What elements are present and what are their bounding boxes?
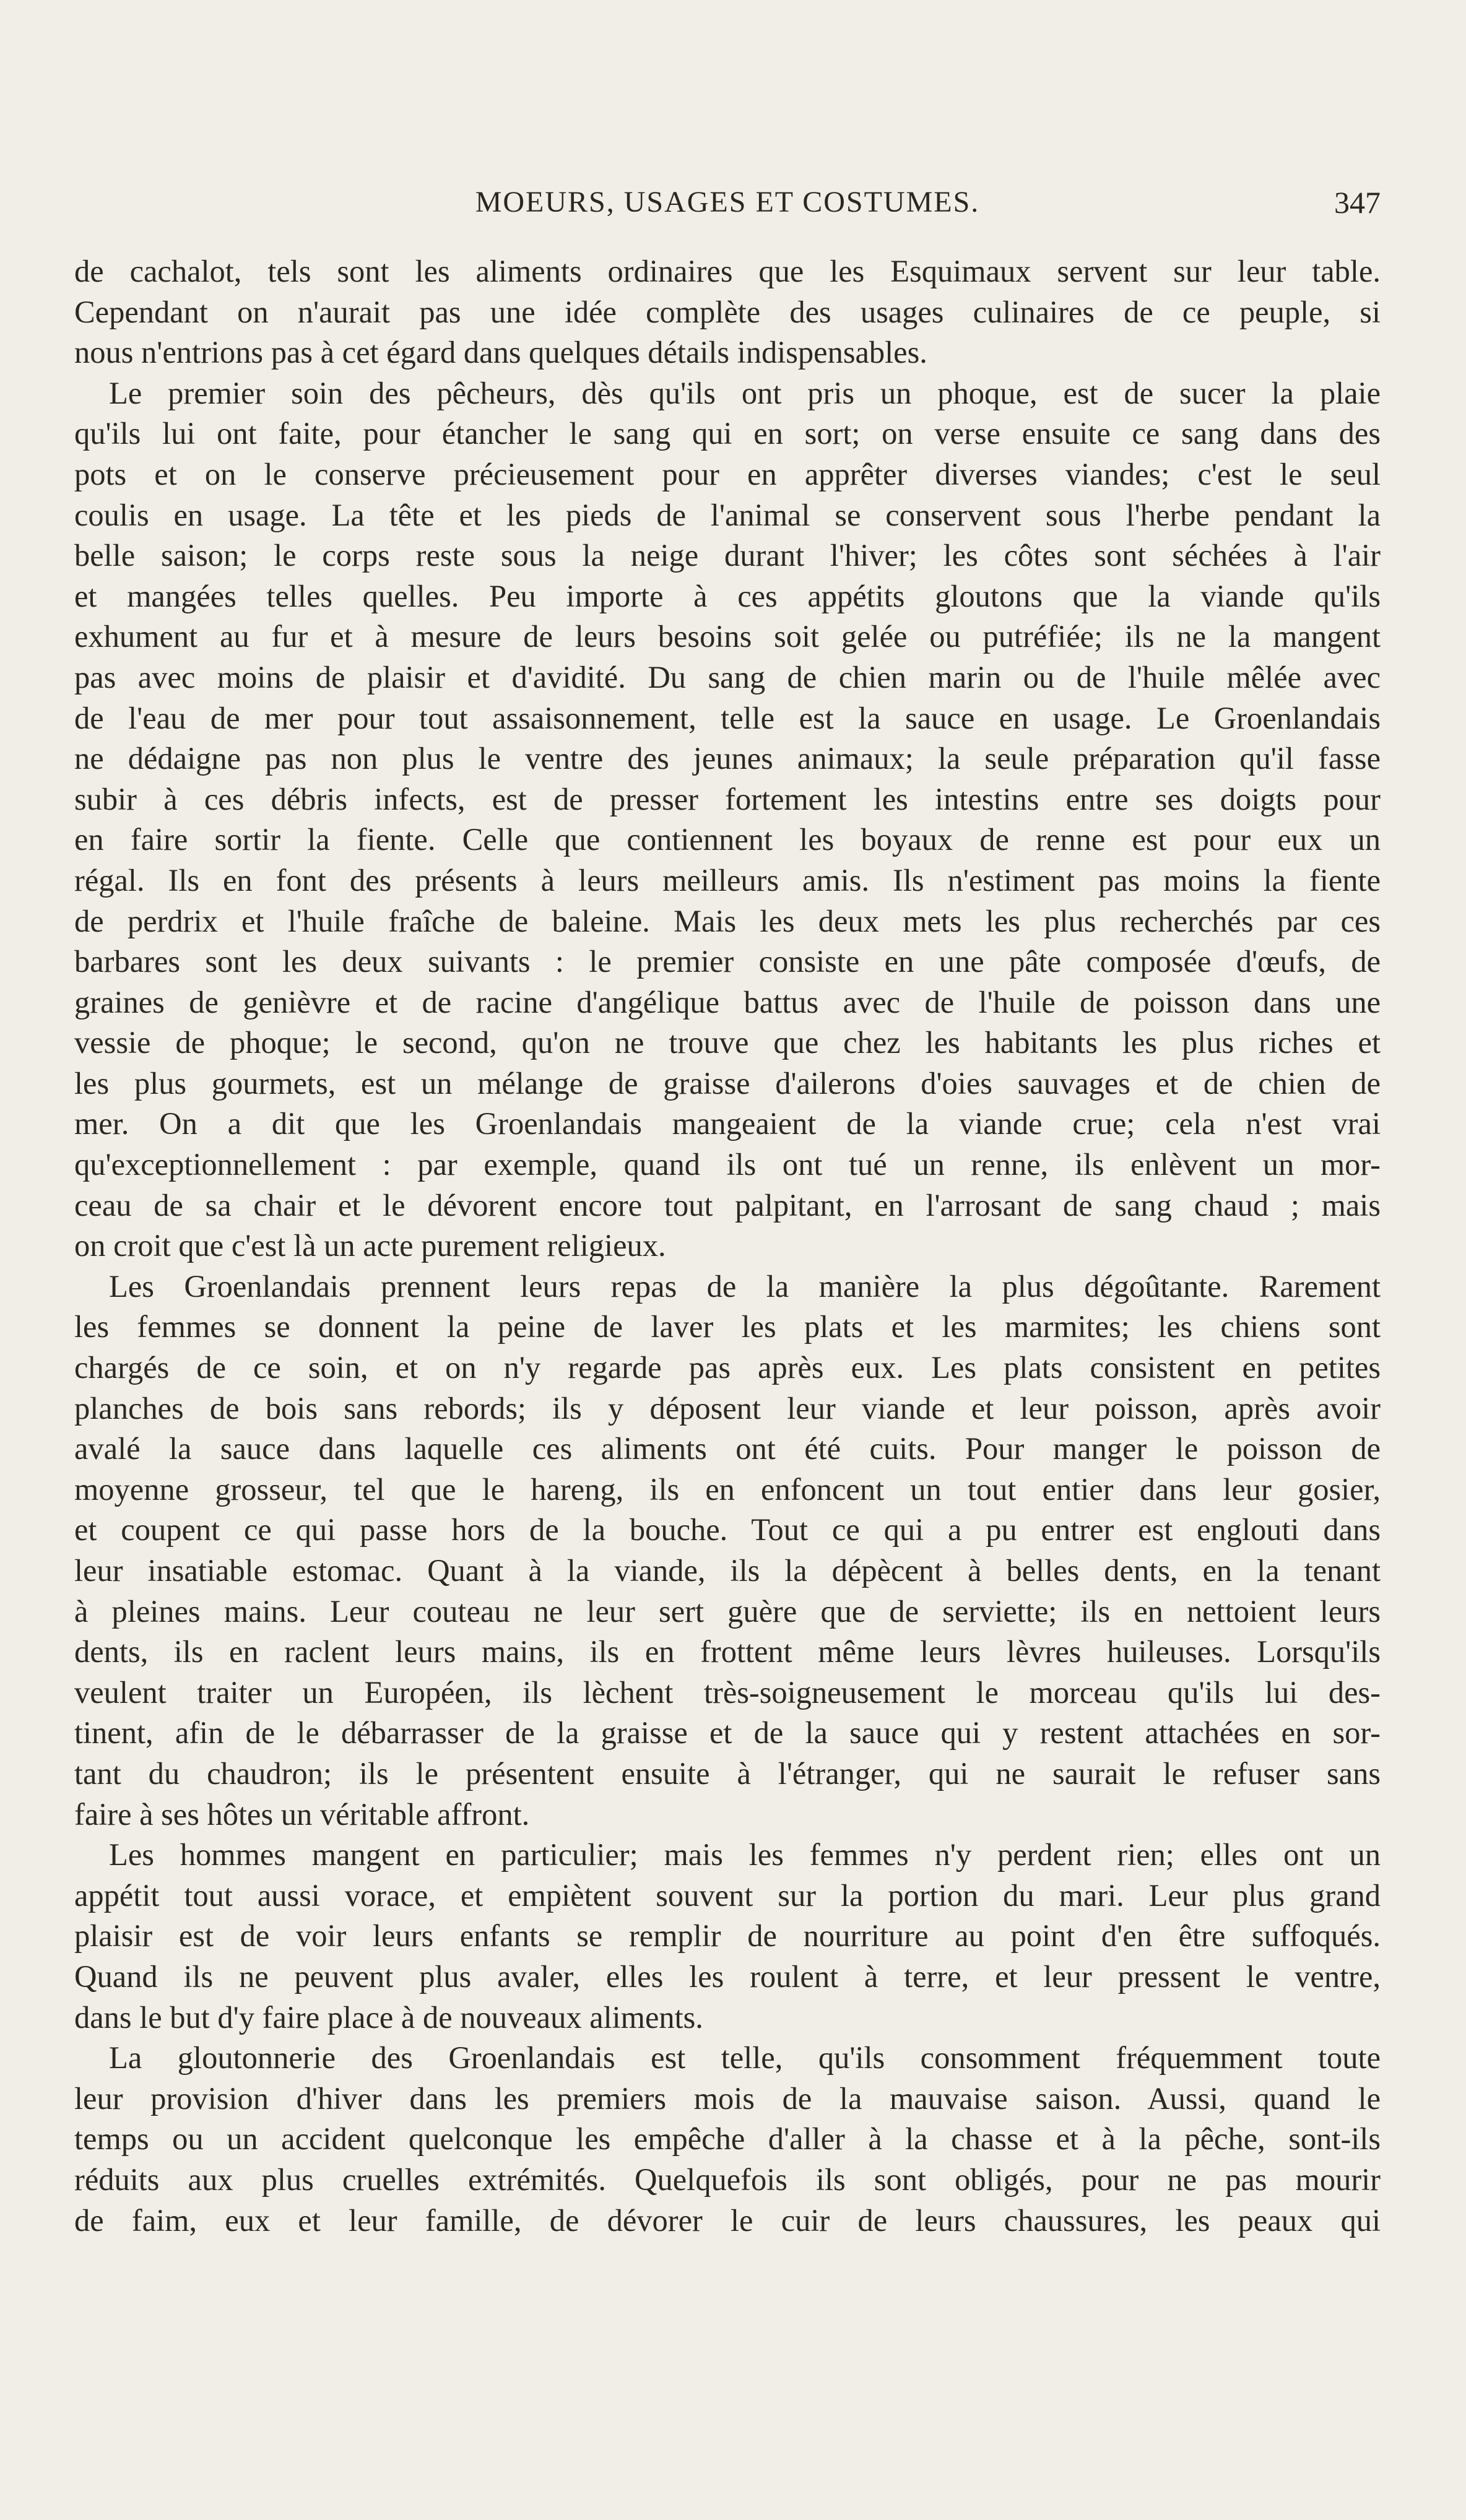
text-line: moyenne grosseur, tel que le hareng, ils en enfoncent un tout entier dans leur gosier, [74,1471,1381,1507]
text-line: La gloutonnerie des Groenlandais est telle, qu'ils consomment fréquemment toute [109,2040,1381,2076]
text-line: tant du chaudron; ils le présentent ensuite à l'étranger, qui ne saurait le refuser sans [74,1756,1381,1791]
text-line: planches de bois sans rebords; ils y déposent leur viande et leur poisson, après avoir [74,1390,1381,1426]
text-line: ne dédaigne pas non plus le ventre des jeunes animaux; la seule préparation qu'il fasse [74,741,1381,776]
text-line: régal. Ils en font des présents à leurs meilleurs amis. Ils n'estiment pas moins la fiente [74,862,1381,898]
text-line: subir à ces débris infects, est de presser fortement les intestins entre ses doigts pour [74,781,1381,816]
text-line: mer. On a dit que les Groenlandais mangeaient de la viande crue; cela n'est vrai [74,1106,1381,1141]
text-line: et mangées telles quelles. Peu importe à ces appétits gloutons que la viande qu'ils [74,578,1381,613]
body-text [74,251,1381,2241]
text-line: ceau de sa chair et le dévorent encore tout palpitant, en l'arrosant de sang chaud ; mais [74,1187,1381,1223]
text-line: en faire sortir la fiente. Celle que contiennent les boyaux de renne est pour eux un [74,822,1381,857]
text-line: de perdrix et l'huile fraîche de baleine. Mais les deux mets les plus recherchés par ces [74,903,1381,938]
text-line: coulis en usage. La tête et les pieds de l'animal se conservent sous l'herbe pendant la [74,497,1381,532]
text-line: et coupent ce qui passe hors de la bouche. Tout ce qui a pu entrer est englouti dans [74,1512,1381,1548]
text-line: pots et on le conserve précieusement pour en apprêter diverses viandes; c'est le seul [74,456,1381,491]
text-line: Les hommes mangent en particulier; mais les femmes n'y perdent rien; elles ont un [109,1837,1381,1873]
page-number: 347 [1334,185,1381,220]
text-line: Quand ils ne peuvent plus avaler, elles les roulent à terre, et leur pressent le ventre, [74,1959,1381,1994]
text-line: les plus gourmets, est un mélange de graisse d'ailerons d'oies sauvages et de chien de [74,1065,1381,1101]
text-line: on croit que c'est là un acte purement religieux. [74,1228,666,1263]
page-header [74,181,1381,230]
text-line: chargés de ce soin, et on n'y regarde pas après eux. Les plats consistent en petites [74,1350,1381,1385]
text-line: appétit tout aussi vorace, et empiètent souvent sur la portion du mari. Leur plus grand [74,1877,1381,1913]
text-line: dents, ils en raclent leurs mains, ils en frottent même leurs lèvres huileuses. Lorsqu'ils [74,1634,1381,1669]
text-line: de cachalot, tels sont les aliments ordinaires que les Esquimaux servent sur leur table. [74,254,1381,288]
text-line: exhument au fur et à mesure de leurs besoins soit gelée ou putréfiée; ils ne la mangent [74,619,1381,654]
text-line: tinent, afin de le débarrasser de la graisse et de la sauce qui y restent attachées en sor- [74,1715,1381,1751]
text-line: avalé la sauce dans laquelle ces aliments ont été cuits. Pour manger le poisson de [74,1431,1381,1466]
text-line: vessie de phoque; le second, qu'on ne trouve que chez les habitants les plus riches et [74,1025,1381,1060]
text-line: barbares sont les deux suivants : le premier consiste en une pâte composée d'œufs, de [74,944,1381,979]
text-line: graines de genièvre et de racine d'angélique battus avec de l'huile de poisson dans une [74,984,1381,1020]
text-line: veulent traiter un Européen, ils lèchent très-soigneusement le morceau qu'ils lui des- [74,1674,1381,1710]
text-line: qu'exceptionnellement : par exemple, quand ils ont tué un renne, ils enlèvent un mor- [74,1147,1381,1182]
text-line: de faim, eux et leur famille, de dévorer le cuir de leurs chaussures, les peaux qui [74,2202,1381,2238]
text-line: réduits aux plus cruelles extrémités. Quelquefois ils sont obligés, pour ne pas mourir [74,2162,1381,2197]
text-line: belle saison; le corps reste sous la neige durant l'hiver; les côtes sont séchées à l'air [74,538,1381,573]
text-line: leur provision d'hiver dans les premiers mois de la mauvaise saison. Aussi, quand le [74,2081,1381,2116]
text-line: dans le but d'y faire place à de nouveaux aliments. [74,1999,703,2035]
text-line: pas avec moins de plaisir et d'avidité. Du sang de chien marin ou de l'huile mêlée avec [74,659,1381,695]
text-line: Les Groenlandais prennent leurs repas de la manière la plus dégoûtante. Rarement [109,1268,1381,1304]
text-line: Le premier soin des pêcheurs, dès qu'ils ont pris un phoque, est de sucer la plaie [109,375,1381,410]
running-title: MOEURS, USAGES ET COSTUMES. [475,186,980,219]
text-line: à pleines mains. Leur couteau ne leur sert guère que de serviette; ils en nettoient leurs [74,1593,1381,1629]
text-line: qu'ils lui ont faite, pour étancher le sang qui en sort; on verse ensuite ce sang dans des [74,416,1381,451]
text-line: faire à ses hôtes un véritable affront. [74,1796,530,1832]
text-line: leur insatiable estomac. Quant à la viande, ils la dépècent à belles dents, en la tenant [74,1553,1381,1588]
text-line: Cependant on n'aurait pas une idée complète des usages culinaires de ce peuple, si [74,294,1381,329]
text-line: temps ou un accident quelconque les empêche d'aller à la chasse et à la pêche, sont-ils [74,2121,1381,2157]
text-line: plaisir est de voir leurs enfants se remplir de nourriture au point d'en être suffoqués. [74,1918,1381,1954]
text-line: de l'eau de mer pour tout assaisonnement, telle est la sauce en usage. Le Groenlandais [74,700,1381,735]
text-line: nous n'entrions pas à cet égard dans quelques détails indispensables. [74,335,927,370]
text-line: les femmes se donnent la peine de laver les plats et les marmites; les chiens sont [74,1309,1381,1344]
